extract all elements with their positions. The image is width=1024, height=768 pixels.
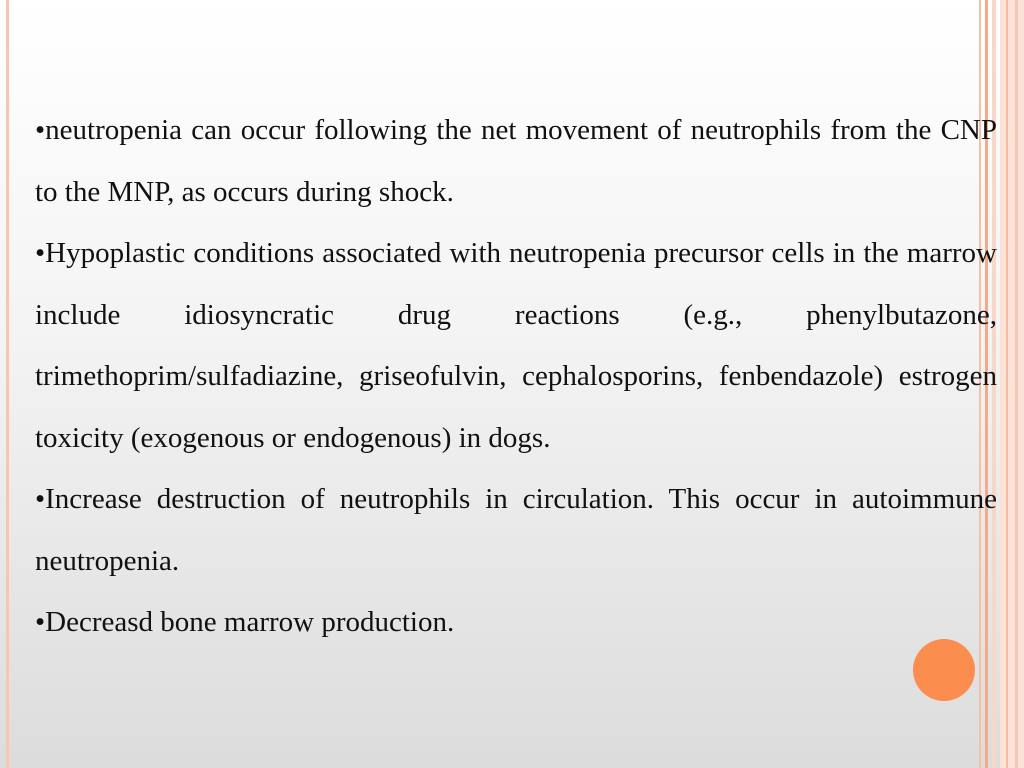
bullet-paragraph-3: •Increase destruction of neutrophils in circulation. This occur in autoimmune neutropenia. (35, 483, 997, 577)
orange-circle-decoration (913, 639, 975, 701)
left-decorative-border (6, 0, 9, 768)
bullet-paragraph-2: •Hypoplastic conditions associated with neutropenia precursor cells in the marrow include idiosyncratic drug reactions (e.g., phenylbutazone, trimethoprim/sulfadiazine, griseofulvin, cephalosporins, fenbendazole) estrogen toxicity (exogenous or endogenous) in dogs. (35, 237, 997, 454)
bullet-paragraph-4: •Decreasd bone marrow production. (35, 606, 455, 638)
slide-body (35, 100, 997, 654)
bullet-paragraph-1: •neutropenia can occur following the net movement of neutrophils from the CNP to the MNP, as occurs during shock. (35, 114, 997, 208)
